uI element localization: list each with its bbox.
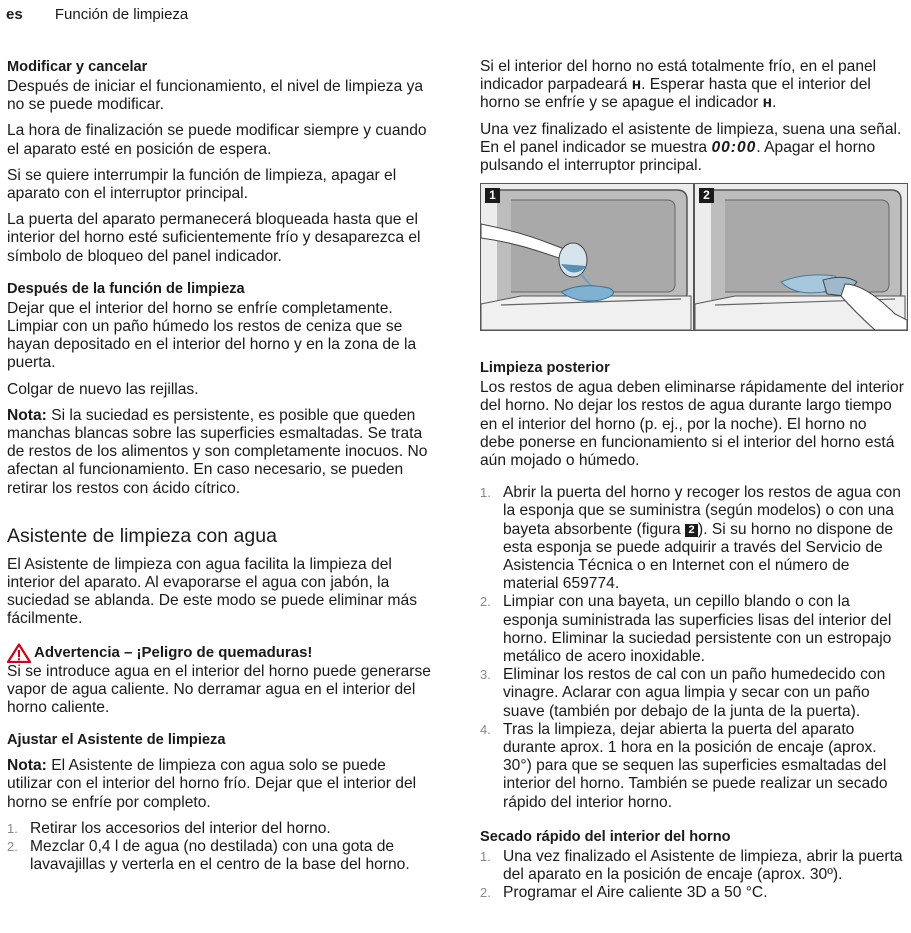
paragraph: Una vez finalizado el asistente de limpieza, suena una señal. En el panel indicador se muestra 00:00. Apagar el horno pulsando el interruptor principal.: [480, 120, 902, 175]
paragraph: El Asistente de limpieza con agua facilita la limpieza del interior del aparato. Al evaporarse el agua con jabón, la suciedad se ablanda. De este modo se puede eliminar más fácilmente.: [7, 555, 418, 628]
list-item: 2. Programar el Aire caliente 3D a 50 °C.: [480, 884, 768, 902]
list-item: 3. Eliminar los restos de cal con un paño humedecido con vinagre. Aclarar con agua limpia y secar con un paño suave (también por debajo de la junta de la puerta).: [480, 666, 886, 720]
oven-wipe-water-illustration: [695, 184, 907, 330]
warning-heading: [7, 643, 432, 663]
paragraph: Los restos de agua deben eliminarse rápidamente del interior del horno. No dejar los restos de agua durante largo tiempo en el interior del horno (p. ej., por la noche). El horno no debe ponerse en funcionamiento si el interior del horno está aún mojado o húmedo.: [480, 379, 904, 470]
paragraph: La puerta del aparato permanecerá bloqueada hasta que el interior del horno esté suficientemente frío y desaparezca el símbolo de bloqueo del panel indicador.: [7, 211, 421, 265]
warning-title: Advertencia – ¡Peligro de quemaduras!: [34, 643, 313, 661]
figure-number: 1: [485, 188, 500, 203]
heading-posterior: Limpieza posterior: [480, 360, 610, 377]
heading-modificar: Modificar y cancelar: [7, 59, 148, 75]
list-item: 2. Mezclar 0,4 l de agua (no destilada) con una gota de lavavajillas y verterla en el centro de la base del horno.: [7, 838, 410, 874]
note-text: Si la suciedad es persistente, es posible que queden manchas blancas sobre las superficies esmaltadas. Se trata de restos de los alimentos y son completamente inocuos. No afectan al funcionamiento. En caso necesario, se pueden retirar los restos con ácido cítrico.: [7, 406, 428, 497]
heading-despues: Después de la función de limpieza: [7, 280, 245, 297]
page-header: [6, 6, 188, 23]
right-column: [480, 58, 905, 903]
paragraph: Colgar de nuevo las rejillas.: [7, 380, 199, 398]
display-glyph: ʜ: [762, 94, 773, 112]
list-item: 2. Limpiar con una bayeta, un cepillo blando o con la esponja suministrada las superficies lisas del interior del horno. Eliminar la suciedad persistente con un estropajo metálico de acero inoxidable.: [480, 593, 892, 666]
steps-list: [480, 484, 905, 812]
warning-text: Si se introduce agua en el interior del horno puede generarse vapor de agua caliente. No derramar agua en el interior del horno caliente.: [7, 662, 431, 717]
figure-2: [694, 183, 908, 331]
paragraph: Si se quiere interrumpir la función de limpieza, apagar el aparato con el interruptor principal.: [7, 166, 397, 203]
heading-ajustar: Ajustar el Asistente de limpieza: [7, 732, 226, 749]
list-item: 4. Tras la limpieza, dejar abierta la puerta del aparato durante aprox. 1 hora en la posición de encaje (aprox. 30°) para que se sequen las superficies esmaltadas del interior del horno. También se puede realizar un secado rápido del interior horno.: [480, 720, 888, 811]
heading-secado: Secado rápido del interior del horno: [480, 828, 731, 845]
note-paragraph: [7, 757, 432, 812]
paragraph: Después de iniciar el funcionamiento, el nivel de limpieza ya no se puede modificar.: [7, 78, 424, 114]
paragraph: La hora de finalización se puede modificar siempre y cuando el aparato esté en posición de espera.: [7, 122, 427, 158]
note-paragraph: [7, 407, 432, 498]
figure-1: [480, 183, 694, 331]
language-code: es: [6, 6, 23, 23]
note-label: Nota:: [7, 757, 47, 775]
left-column: [7, 58, 432, 875]
paragraph: Dejar que el interior del horno se enfríe completamente. Limpiar con un paño húmedo los restos de ceniza que se hayan depositado en el interior del horno y en la zona de la puerta.: [7, 299, 417, 372]
section-title: Función de limpieza: [54, 6, 189, 23]
steps-list: [7, 820, 432, 875]
display-glyph: ʜ: [631, 76, 642, 94]
list-item: 1. Abrir la puerta del horno y recoger los restos de agua con la esponja que se suministra (según modelos) o con una bayeta absorbente (figura 2 ). Si su horno no dispone de esta esponja se puede adquirir a través del Servicio de Asistencia Técnica o en Internet con el número de material 659774.: [480, 484, 901, 593]
oven-pour-water-illustration: [481, 184, 693, 330]
display-readout: 00:00: [711, 138, 757, 156]
steps-list: [480, 848, 905, 903]
list-item: 1. Una vez finalizado el Asistente de limpieza, abrir la puerta del aparato en la posición de encaje (aprox. 30º).: [480, 847, 903, 884]
list-item: 1. Retirar los accesorios del interior del horno.: [7, 819, 331, 837]
note-text: El Asistente de limpieza con agua solo se puede utilizar con el interior del horno frío. Dejar que el interior del horno se enfríe por completo.: [7, 757, 417, 811]
heading-asistente: Asistente de limpieza con agua: [7, 524, 277, 547]
figure-reference: 2: [685, 524, 698, 537]
paragraph: Si el interior del horno no está totalmente frío, en el panel indicador parpadeará ʜ. Esperar hasta que el interior del horno se enfríe y se apague el indicador ʜ.: [480, 58, 877, 112]
figure-number: 2: [699, 188, 714, 203]
note-label: Nota:: [7, 406, 47, 424]
figure-group: [480, 183, 905, 331]
warning-icon: [7, 643, 31, 663]
